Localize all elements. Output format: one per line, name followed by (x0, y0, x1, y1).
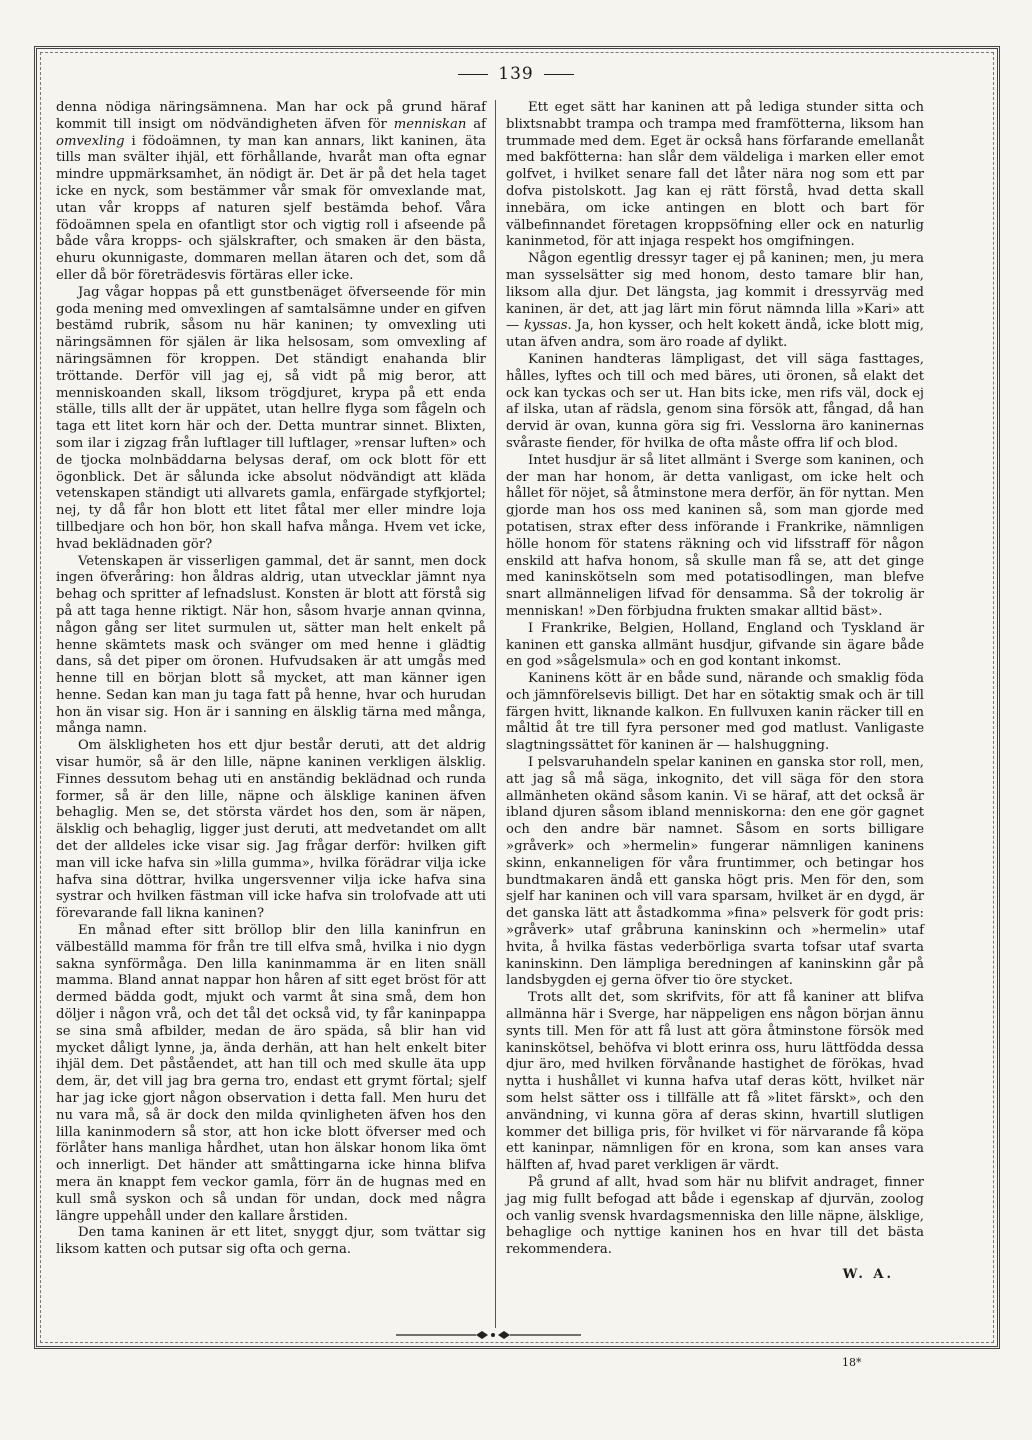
page-number: 139 (498, 64, 534, 84)
paragraph: denna nödiga näringsämnena. Man har ock på grund häraf kommit till insigt om nödvändigheten äfven för menniskan af omvexling i födoämnen, ty man kan annars, likt kaninen, äta tills man svälter ihjäl, ett förhållande, hvaråt man ofta egnar mindre uppmärksamhet, än nödigt är. Det är på det hela taget icke en nyck, som bestämmer vår smak för omvexlande mat, utan vår kropps af naturen sjelf bestämda behof. Våra födoämnen spela en ofantligt stor och vigtig roll i afseende på både våra kropps- och själskrafter, och smaken är den bästa, ehuru okunnigaste, dommaren mellan ätaren och det, som då eller då bör företrädesvis förtäras eller icke. (56, 100, 486, 283)
paragraph: I Frankrike, Belgien, Holland, England och Tyskland är kaninen ett ganska allmänt husdjur, gifvande sin ägare både en god »sågelsmula» och en god kontant inkomst. (506, 620, 924, 670)
paragraph: Jag vågar hoppas på ett gunstbenäget öfverseende för min goda mening med omvexlingen af samtalsämne under en gifven bestämd rubrik, såsom nu här kaninen; ty omvexling uti näringsämnen för själen är lika helsosam, som omvexling af näringsämnen för kroppen. Det ständigt enahanda blir tröttande. Derför vill jag ej, så vidt på mig beror, att menniskoanden skall, liksom trögdjuret, krypa på ett enda ställe, tills allt der är uppätet, utan hellre flyga som fågeln och taga ett litet korn här och der. Detta muntrar sinnet. Blixten, som ilar i zigzag från luftlager till luftlager, »rensar luften» och de tjocka molnbäddarna belysas deraf, om ock blott för ett ögonblick. Det är sålunda icke absolut nödvändigt att kläda vetenskapen ständigt uti allvarets gamla, enfärgade styfkjortel; nej, ty då får hon blott ett litet fåtal mer eller mindre loja tillbedjare och hon bör, hon skall hafva många. Hvem vet icke, hvad beklädnaden gör? (56, 284, 486, 552)
paragraph: I pelsvaruhandeln spelar kaninen en ganska stor roll, men, att jag så må säga, inkognito, det vill säga för den stora allmänheten okänd såsom kanin. Vi se häraf, att det också är ibland djuren såsom ibland menniskorna: den ene gör gagnet och den andre bär namnet. Såsom en sorts billigare »gråverk» och »hermelin» fungerar nämnligen kaninens skinn, enkanneligen för våra fruntimmer, och betingar hos bundtmakaren ändå ett ganska högt pris. Men för den, som sjelf har kaninen och vill vara sparsam, hvilket är en dygd, är det ganska lätt att åstadkomma »fina» pelsverk för godt pris: »gråverk» utaf gråbruna kaninskinn och »hermelin» utaf hvita, å hvilka fästas vederbörliga svarta tofsar utaf svarta kaninskinn. Den lämpliga beredningen af kaninskinn går på landsbygden ej gerna öfver tio öre stycket. (506, 755, 924, 989)
paragraph: Vetenskapen är visserligen gammal, det är sannt, men dock ingen öfveråring: hon åldras aldrig, utan utvecklar jämnt nya behag och spritter af lefnadslust. Konsten är blott att förstå sig på att taga henne riktigt. När hon, såsom hvarje annan qvinna, någon gång ser litet surmulen ut, sätter man helt enkelt på henne skämtets mask och svänger om med henne i glädtig dans, så det piper om öronen. Hufvudsaken är att umgås med henne till en början blott så mycket, att man känner igen henne. Sedan kan man ju taga fatt på henne, hvar och hurudan hon än visar sig. Hon är i sanning en älsklig tärna med många, många namn. (56, 553, 486, 737)
folio-dash-right (544, 74, 574, 75)
paragraph: Trots allt det, som skrifvits, för att få kaniner att blifva allmänna här i Sverge, har näppeligen ens någon början ännu synts till. Men för att få lust att göra åtminstone försök med kaninskötsel, behöfva vi blott erinra oss, huru lättfödda dessa djur äro, med hvilken förvånande hastighet de förökas, hvad nytta i hushållet vi kunna hafva utaf deras kött, hvilket när som helst sätter oss i tillfälle att få »litet färskt», och den användning, vi kunna göra af deras skinn, hvartill slutligen kommer det billiga pris, för hvilket vi för närvarande få köpa ett kaninpar, nämnligen för en krona, som kan anses vara hälften af, hvad paret verkligen är värdt. (506, 990, 924, 1174)
column-rule (495, 100, 496, 1328)
folio-dash-left (458, 74, 488, 75)
left-column (56, 100, 486, 1259)
sheet-signature-mark: 18* (842, 1356, 862, 1369)
paragraph: Om älskligheten hos ett djur består deruti, att det aldrig visar humör, så är den lille, näpne kaninen verkligen älsklig. Finnes dessutom behag uti en anständig beklädnad och runda former, så är den lille, näpne och älsklige kaninen äfven behaglig. Men se, det största värdet hos den, som är näpen, älsklig och behaglig, ligger just deruti, att medvetandet om allt det der alldeles icke visar sig. Jag frågar derför: hvilken gift man vill icke hafva sin »lilla gumma», hvilka förädrar vilja icke hafva sina döttrar, hvilka ungersvenner vilja icke hafva sina systrar och hvilken fästman vill icke hafva sin trolofvade att uti förevarande fall likna kaninen? (56, 738, 486, 922)
paragraph: Någon egentlig dressyr tager ej på kaninen; men, ju mera man sysselsätter sig med honom, desto tamare blir han, liksom alla djur. Det längsta, jag kommit i dressyrväg med kaninen, är det, att jag lärt min förut nämnda lilla »Kari» att — kyssas. Ja, hon kysser, och helt kokett ändå, icke blott mig, utan äfven andra, som äro roade af dylikt. (506, 251, 924, 351)
paragraph: På grund af allt, hvad som här nu blifvit andraget, finner jag mig fullt befogad att både i egenskap af djurvän, zoolog och vanlig svensk hvardagsmenniska den lille näpne, älsklige, behaglige och nyttige kaninen hos en hvar till det bästa rekommendera. (506, 1175, 924, 1258)
paragraph: Kaninen handteras lämpligast, det vill säga fasttages, hålles, lyftes och till och med bäres, uti öronen, så elakt det ock kan tyckas och ser ut. Han bits icke, men rifs väl, dock ej af ilska, utan af rädsla, genom sina försök att, fångad, då han dervid är ovan, kunna göra sig fri. Vesslorna äro kaninernas svåraste fiender, för hvilka de ofta måste offra lif och blod. (506, 351, 924, 451)
paragraph: Intet husdjur är så litet allmänt i Sverge som kaninen, och der man har honom, är detta vanligast, om icke helt och hållet för nöjet, så åtminstone mera derför, än för nyttan. Men gjorde man hos oss med kaninen så, som man gjorde med potatisen, strax efter dess införande i Frankrike, nämnligen hölle honom för statens räkning och vid lifsstraff för någon enskild att hafva honom, så skulle man få se, att det ginge med kaninskötseln som med potatisodlingen, man blefve snart allmänneligen lifvad för densamma. Så der tokrolig är menniskan! »Den förbjudna frukten smakar alltid bäst». (506, 452, 924, 619)
paragraph: Ett eget sätt har kaninen att på lediga stunder sitta och blixtsnabbt trampa och trampa med framfötterna, liksom han trummade med dem. Eget är också hans förfarande emellanåt med bakfötterna: han slår dem väldeliga i marken eller emot golfvet, i hvilket senare fall det låter nära nog som ett par dofva pistolskott. Jag kan ej rätt förstå, hvad detta skall innebära, om icke antingen en blott och bart för välbefinnandet företagen kroppsöfning eller ock en naturlig kaninmetod, för att injaga respekt hos omgifningen. (506, 100, 924, 250)
page-number-header (0, 64, 1032, 84)
paragraph: Den tama kaninen är ett litet, snyggt djur, som tvättar sig liksom katten och putsar sig ofta och gerna. (56, 1225, 486, 1258)
right-column (506, 100, 924, 1284)
paragraph: Kaninens kött är en både sund, närande och smaklig föda och jämnförelsevis billigt. Det har en sötaktig smak och är till färgen hvitt, liknande kalkon. En fullvuxen kanin räcker till en måltid åt tre till fyra personer med god matlust. Vanligaste slagtningssättet för kaninen är — halshuggning. (506, 671, 924, 754)
paragraph: En månad efter sitt bröllop blir den lilla kaninfrun en välbeställd mamma för från tre till elfva små, hvilka i nio dygn sakna synförmåga. Den lilla kaninmamma är en liten snäll mamma. Bland annat nappar hon håren af sitt eget bröst för att dermed bädda godt, mjukt och varmt åt sina små, dem hon döljer i någon vrå, och det tål det också vid, ty får kaninpappa se sina små afbilder, medan de äro späda, så blir han vid mycket dåligt lynne, ja, ända derhän, att han helt enkelt biter ihjäl dem. Det påståendet, att han till och med skulle äta upp dem, är, det vill jag bra gerna tro, endast ett grymt förtal; sjelf har jag icke gjort någon observation i detta fall. Men huru det nu vara må, så är dock den milda qvinligheten äfven hos den lilla kaninmodern så stor, att hon icke blott öfverser med och förlåter hans manliga hårdhet, utan hon älskar honom lika ömt och innerligt. Det händer att småttingarna icke hinna blifva mera än knappt fem veckor gamla, förr än de hugnas med en kull små syskon och så undan för undan, dock med några längre uppehåll under den kallare årstiden. (56, 923, 486, 1224)
author-signature: W. A. (842, 1266, 894, 1282)
divider-ornament (396, 1330, 581, 1340)
